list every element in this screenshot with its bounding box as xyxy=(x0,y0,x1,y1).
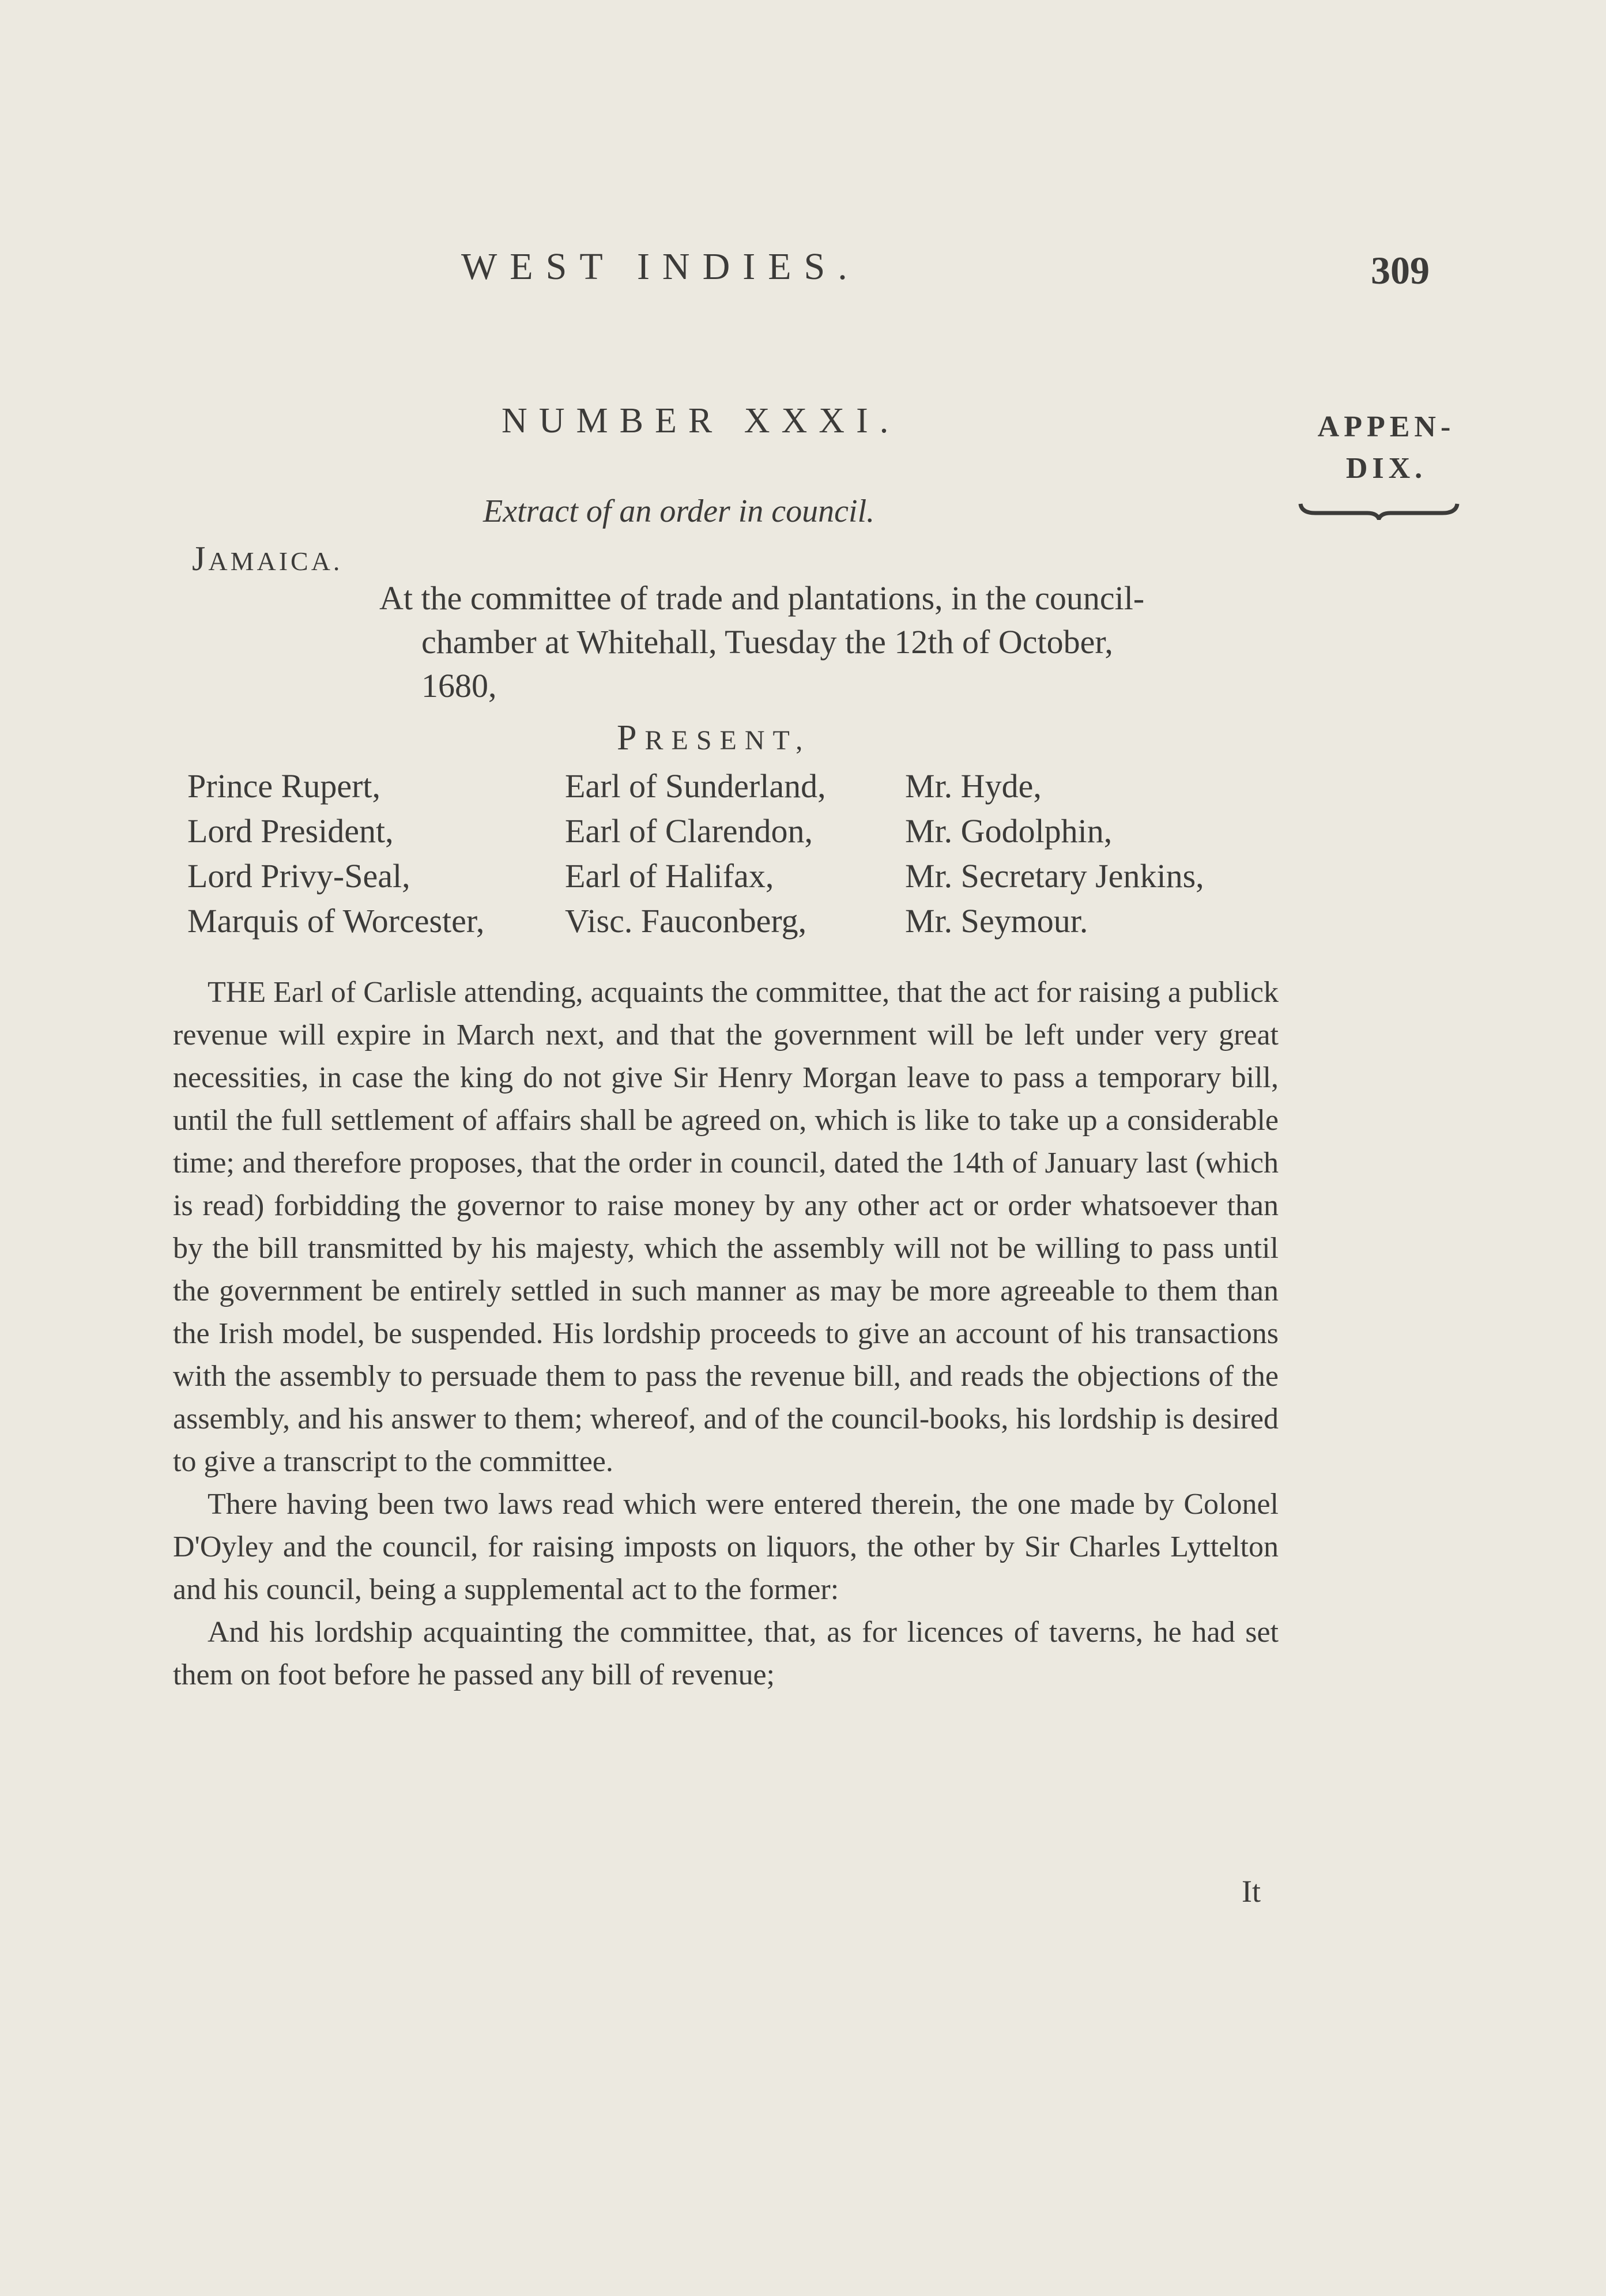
attendee-column xyxy=(905,764,1204,944)
extract-subheading: Extract of an order in council. xyxy=(483,493,875,529)
present-heading xyxy=(617,718,810,759)
paragraph: And his lordship acquainting the committee, that, as for licences of taverns, he had set them on foot before he passed any bill of revenue; xyxy=(173,1616,1279,1691)
catchword: It xyxy=(1242,1874,1261,1909)
attendee-name: Earl of Clarendon, xyxy=(565,812,813,850)
margin-note: APPEN- DIX. xyxy=(1317,410,1456,485)
brace-ornament xyxy=(1298,500,1460,520)
paragraph: There having been two laws read which were entered therein, the one made by Colonel D'Oyley and the council, for raising imposts on liquors, the other by Sir Charles Lyttelton and his council, being a supplemental act to the former: xyxy=(173,1488,1279,1606)
paragraph: THE Earl of Carlisle attending, acquaints the committee, that the act for raising a publick revenue will expire in March next, and that the government will be left under very great necessities, in case the king do not give Sir Henry Morgan leave to pass a temporary bill, until the full settlement of affairs shall be agreed on, which is like to take up a considerable time; and therefore proposes, that the order in council, dated the 14th of January last (which is read) forbidding the governor to raise money by any other act or order whatsoever than by the bill transmitted by his majesty, which the assembly will not be willing to pass until the government be entirely settled in such manner as may be more agreeable to them than the Irish model, be suspended. His lordship proceeds to give an account of his transactions with the assembly to persuade them to pass the revenue bill, and reads the objections of the assembly, and his answer to them; whereof, and of the council-books, his lordship is desired to give a transcript to the committee. xyxy=(173,976,1279,1478)
attendee-name: Prince Rupert, xyxy=(187,767,381,805)
attendee-name: Mr. Seymour. xyxy=(905,902,1088,940)
meeting-intro xyxy=(379,576,1284,708)
attendee-name: Earl of Halifax, xyxy=(565,857,774,895)
attendee-name: Visc. Fauconberg, xyxy=(565,902,807,940)
running-title: WEST INDIES. xyxy=(461,246,860,288)
body-text xyxy=(173,971,1279,1696)
place-label-initial: J xyxy=(192,540,209,578)
attendee-name: Mr. Godolphin, xyxy=(905,812,1113,850)
section-heading: NUMBER XXXI. xyxy=(502,401,900,440)
intro-line: chamber at Whitehall, Tuesday the 12th of October, xyxy=(421,623,1113,661)
page-number: 309 xyxy=(1371,248,1430,292)
attendee-name: Earl of Sunderland, xyxy=(565,767,826,805)
intro-line: At the committee of trade and plantations, in the council- xyxy=(379,579,1145,617)
attendee-name: Mr. Hyde, xyxy=(905,767,1042,805)
intro-line: 1680, xyxy=(421,667,497,704)
attendee-name: Marquis of Worcester, xyxy=(187,902,485,940)
attendee-column xyxy=(565,764,826,944)
present-heading-initial: P xyxy=(617,718,645,757)
present-heading-rest: RESENT, xyxy=(644,725,811,756)
attendee-name: Lord Privy-Seal, xyxy=(187,857,410,895)
attendee-name: Lord President, xyxy=(187,812,394,850)
place-label xyxy=(192,539,342,579)
attendee-column xyxy=(187,764,484,944)
place-label-rest: AMAICA. xyxy=(208,546,343,576)
attendee-name: Mr. Secretary Jenkins, xyxy=(905,857,1204,895)
